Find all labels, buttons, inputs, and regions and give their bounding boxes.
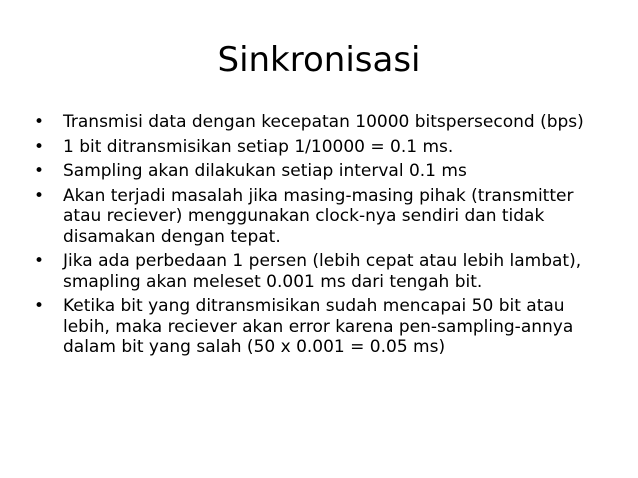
- bullet-item: [32, 296, 607, 358]
- bullet-icon: •: [34, 251, 45, 271]
- bullet-icon: •: [34, 296, 45, 316]
- bullet-item: [32, 186, 607, 248]
- bullet-text: Akan terjadi masalah jika masing-masing pihak (transmitter atau reciever) menggunakan clock-nya sendiri dan tidak disamakan dengan tepat.: [63, 185, 574, 247]
- bullet-text: 1 bit ditransmisikan setiap 1/10000 = 0.1 ms.: [63, 136, 454, 157]
- bullet-icon: •: [34, 136, 45, 157]
- bullet-icon: •: [34, 112, 45, 132]
- bullet-list: [32, 112, 607, 362]
- bullet-text: Jika ada perbedaan 1 persen (lebih cepat atau lebih lambat), smapling akan meleset 0.001 ms dari tengah bit.: [63, 251, 582, 292]
- bullet-text: Transmisi data dengan kecepatan 10000 bitspersecond (bps): [63, 112, 584, 132]
- bullet-text: Sampling akan dilakukan setiap interval 0.1 ms: [63, 161, 467, 181]
- slide-title: Sinkronisasi: [217, 40, 421, 80]
- bullet-item: [32, 251, 607, 292]
- bullet-icon: •: [34, 161, 45, 181]
- bullet-icon: •: [34, 185, 45, 206]
- bullet-item: [32, 161, 607, 182]
- bullet-item: [32, 137, 607, 158]
- bullet-text: Ketika bit yang ditransmisikan sudah mencapai 50 bit atau lebih, maka reciever akan error karena pen-sampling-annya dalam bit yang salah (50 x 0.001 = 0.05 ms): [63, 296, 574, 357]
- bullet-item: [32, 112, 607, 133]
